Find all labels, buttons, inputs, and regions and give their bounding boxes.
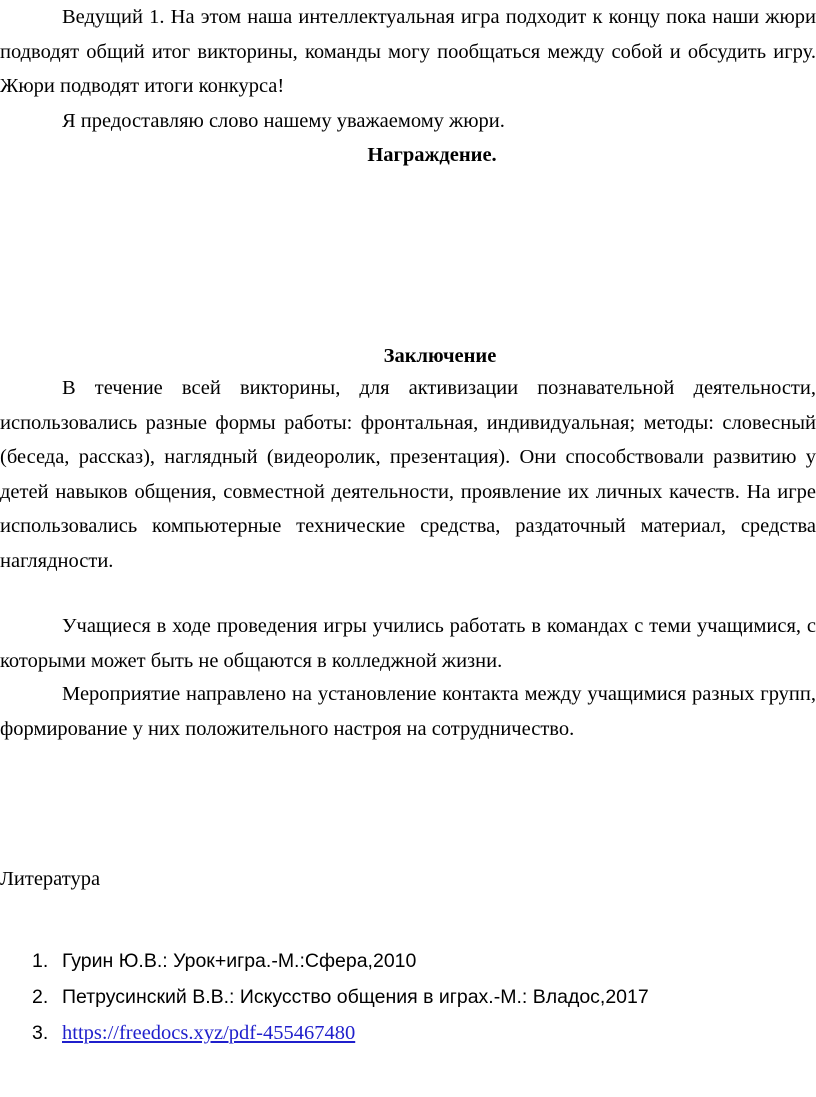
reference-item: [0, 979, 649, 1015]
reference-text: Петрусинский В.В.: Искусство общения в играх.-М.: Владос,2017: [62, 986, 649, 1008]
intro-paragraph-1: Ведущий 1. На этом наша интеллектуальная игра подходит к концу пока наши жюри подводят общий итог викторины, команды могу пообщаться между собой и обсудить игру. Жюри подводят итоги конкурса!: [0, 6, 816, 98]
conclusion-paragraph-2: Учащиеся в ходе проведения игры учились работать в командах с теми учащимися, с которыми может быть не общаются в колледжной жизни.: [0, 615, 816, 672]
literature-heading: Литература: [0, 868, 101, 890]
awarding-heading: Награждение.: [367, 144, 497, 166]
reference-text: Гурин Ю.В.: Урок+игра.-М.:Сфера,2010: [62, 950, 417, 972]
reference-number: 1.: [32, 950, 49, 972]
reference-list: [0, 943, 649, 1051]
reference-number: 3.: [32, 1022, 49, 1044]
intro-paragraph-2: Я предоставляю слово нашему уважаемому жюри.: [62, 110, 505, 132]
reference-item: [0, 1015, 649, 1051]
conclusion-paragraph-3: Мероприятие направлено на установление контакта между учащимися разных групп, формирование у них положительного настроя на сотрудничество.: [0, 683, 816, 740]
reference-item: [0, 943, 649, 979]
reference-number: 2.: [32, 986, 49, 1008]
conclusion-heading: Заключение: [383, 345, 497, 367]
reference-link[interactable]: https://freedocs.xyz/pdf-455467480: [62, 1022, 356, 1044]
conclusion-paragraph-1: В течение всей викторины, для активизации познавательной деятельности, использовались разные формы работы: фронтальная, индивидуальная; методы: словесный (беседа, рассказ), наглядный (видеоролик, презентация). Они способствовали развитию у детей навыков общения, совместной деятельности, проявление их личных качеств. На игре использовались компьютерные технические средства, раздаточный материал, средства наглядности.: [0, 377, 816, 572]
